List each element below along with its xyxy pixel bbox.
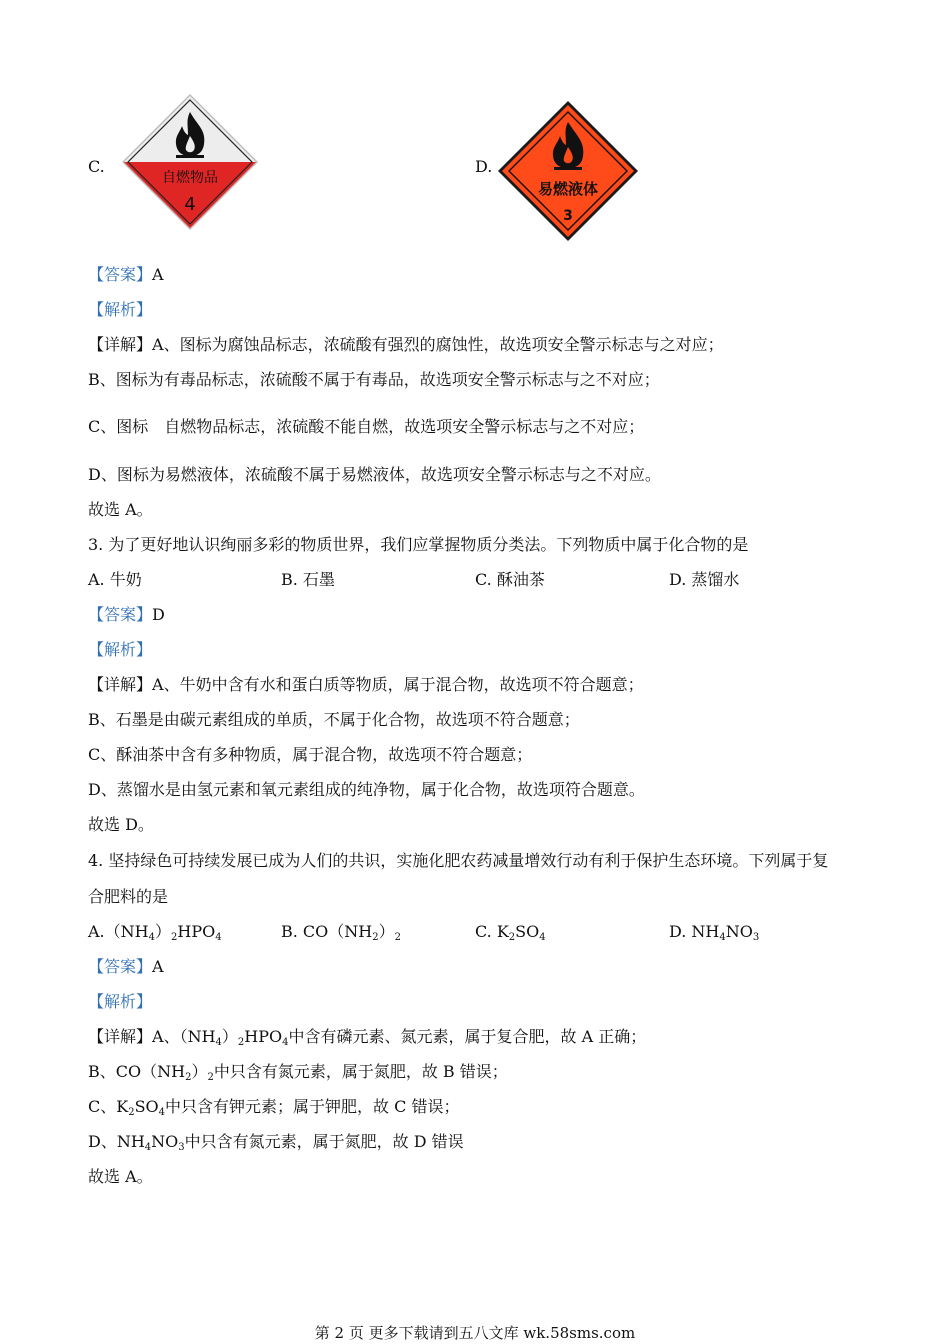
q2-detail-c: C、图标 自燃物品标志，浓硫酸不能自燃，故选项安全警示标志与之不对应； <box>88 417 645 436</box>
q3-analysis-tag: 【解析】 <box>88 640 153 659</box>
answer-value: A <box>152 957 164 976</box>
q3-detail-b: B、石墨是由碳元素组成的单质，不属于化合物，故选项不符合题意； <box>88 710 580 729</box>
detail-text: 中只含有氮元素，属于氮肥，故 D 错误 <box>184 1132 464 1151</box>
q4-detail-b: B、$CO(NH_2)_2$中只含有氮元素，属于氮肥，故 B 错误； <box>88 1062 508 1083</box>
sign-c-class-number: 4 <box>184 194 196 215</box>
q4-option-b: B. $CO(NH_2)_2$ <box>281 922 402 943</box>
q2-detail-a <box>88 334 724 356</box>
option-c-letter: C. <box>88 157 105 176</box>
q4-conclusion: 故选 A。 <box>88 1167 153 1186</box>
q3-option-b: B. 石墨 <box>281 570 335 589</box>
q2-detail-b: B、图标为有毒品标志，浓硫酸不属于有毒品，故选项安全警示标志与之不对应； <box>88 370 660 389</box>
sign-d-class-number: 3 <box>563 208 573 224</box>
q3-detail-c: C、酥油茶中含有多种物质，属于混合物，故选项不符合题意； <box>88 745 533 764</box>
q4-option-d: D. $NH_4NO_3$ <box>669 922 760 943</box>
sign-d-label: 易燃液体 <box>537 180 599 198</box>
answer-tag: 【答案】 <box>88 605 153 624</box>
q4-detail-c: C、$K_2SO_4$中只含有钾元素；属于钾肥，故 C 错误； <box>88 1097 460 1118</box>
q3-option-d: D. 蒸馏水 <box>669 570 740 589</box>
detail-tag: 【详解】 <box>88 675 153 694</box>
q3-option-c: C. 酥油茶 <box>475 570 545 589</box>
q2-answer <box>88 264 164 286</box>
sign-c-label: 自燃物品 <box>162 170 218 186</box>
q3-stem: 3. 为了更好地认识绚丽多彩的物质世界，我们应掌握物质分类法。下列物质中属于化合物的是 <box>88 535 749 554</box>
q4-option-a: $A.(NH_4)_2HPO_4$ <box>88 922 222 943</box>
q3-answer <box>88 604 165 626</box>
q2-analysis-tag: 【解析】 <box>88 300 153 319</box>
q3-conclusion: 故选 D。 <box>88 815 154 834</box>
q4-answer <box>88 956 164 978</box>
q3-option-a: A. 牛奶 <box>88 570 142 589</box>
detail-text: 中只含有氮元素，属于氮肥，故 B 错误； <box>213 1062 508 1081</box>
q3-detail-a <box>88 674 644 696</box>
flammable-liquid-sign <box>497 100 639 242</box>
q4-stem-line2: 合肥料的是 <box>88 887 169 906</box>
q4-option-c: C. $K_2SO_4$ <box>475 922 546 943</box>
detail-text: A、牛奶中含有水和蛋白质等物质，属于混合物，故选项不符合题意； <box>152 675 644 694</box>
q3-detail-d: D、蒸馏水是由氢元素和氧元素组成的纯净物，属于化合物，故选项符合题意。 <box>88 780 645 799</box>
detail-text: 中只含有钾元素；属于钾肥，故 C 错误； <box>165 1097 460 1116</box>
page-footer: 第 2 页 更多下载请到五八文库 wk.58sms.com <box>314 1324 636 1342</box>
answer-tag: 【答案】 <box>88 265 153 284</box>
q4-analysis-tag: 【解析】 <box>88 992 153 1011</box>
detail-tag: 【详解】 <box>88 1027 153 1046</box>
detail-text: A、图标为腐蚀品标志，浓硫酸有强烈的腐蚀性，故选项安全警示标志与之对应； <box>152 335 724 354</box>
q2-conclusion: 故选 A。 <box>88 500 153 519</box>
q4-detail-d: D、$NH_4NO_3$中只含有氮元素，属于氮肥，故 D 错误 <box>88 1132 464 1153</box>
answer-value: A <box>152 265 164 284</box>
option-d-letter: D. <box>475 157 493 176</box>
spontaneous-combustion-sign <box>120 92 260 232</box>
answer-tag: 【答案】 <box>88 957 153 976</box>
answer-value: D <box>152 605 165 624</box>
detail-tag: 【详解】 <box>88 335 153 354</box>
detail-text: 中含有磷元素、氮元素，属于复合肥，故 A 正确； <box>288 1027 647 1046</box>
q2-detail-d: D、图标为易燃液体，浓硫酸不属于易燃液体，故选项安全警示标志与之不对应。 <box>88 465 661 484</box>
q4-stem-line1: 4. 坚持绿色可持续发展已成为人们的共识，实施化肥农药减量增效行动有利于保护生态环境。下列属于复 <box>88 851 829 870</box>
q4-detail-a: 【详解】A、$(NH_4)_2HPO_4$中含有磷元素、氮元素，属于复合肥，故 A 正确； <box>88 1027 647 1048</box>
